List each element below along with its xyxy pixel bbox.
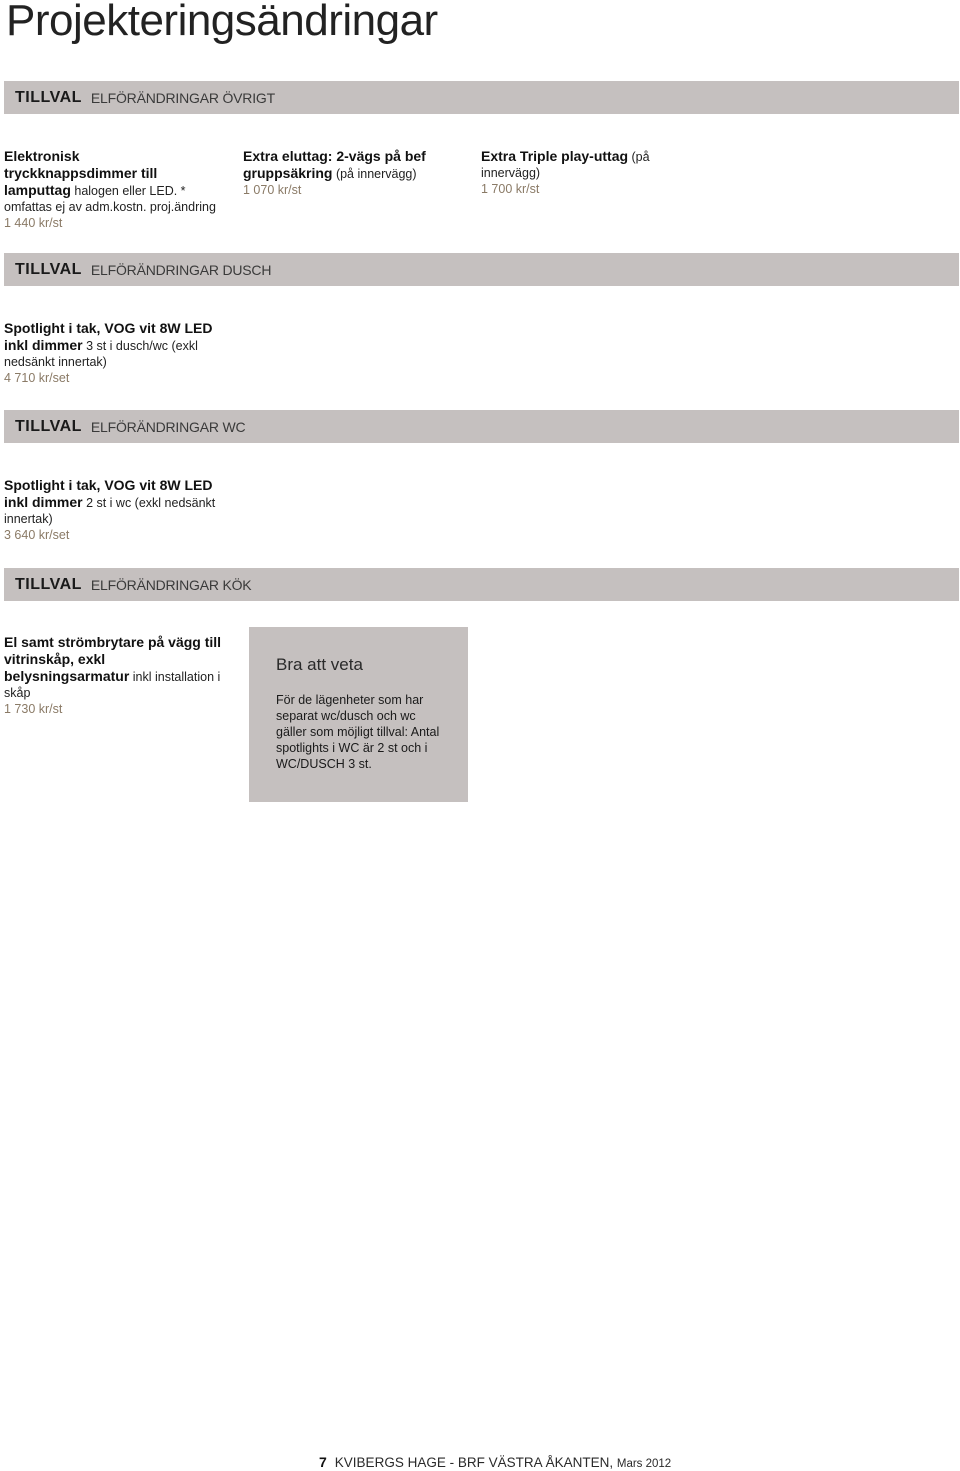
option-name: Elektronisk tryckknappsdimmer till lamputtag [4,148,158,198]
section-tag: TILLVAL [15,260,82,278]
section-label: ELFÖRÄNDRINGAR WC [90,418,246,435]
section-header-wc [4,410,959,443]
option-price: 1 440 kr/st [4,216,63,230]
info-box-text: För de lägenheter som har separat wc/dusch och wc gäller som möjligt tillval: Antal spotlights i WC är 2 st och i WC/DUSCH 3 st. [276,693,440,771]
option-detail: 2 st i wc (exkl nedsänkt innertak) [4,496,216,526]
section-tag: TILLVAL [15,88,82,106]
option-detail: (på innervägg) [481,150,650,180]
section-tag: TILLVAL [15,575,82,593]
info-box-title: Bra att veta [276,655,363,674]
option-name: Spotlight i tak, VOG vit 8W LED inkl dimmer [4,477,213,510]
option-name: El samt strömbrytare på vägg till vitrinskåp, exkl belysningsarmatur [4,634,222,684]
option-price: 1 070 kr/st [243,183,302,197]
page-number: 7 [319,1454,327,1470]
option-price: 1 730 kr/st [4,702,63,716]
option-name: Extra Triple play-uttag [481,148,629,164]
info-box [249,627,468,802]
footer-project: KVIBERGS HAGE - BRF VÄSTRA ÅKANTEN, [334,1455,614,1470]
page-title: Projekteringsändringar [6,0,438,45]
option-detail: (på innervägg) [332,167,417,181]
option-price: 3 640 kr/set [4,528,70,542]
option-item-vitrinskap [4,634,226,717]
section-label: ELFÖRÄNDRINGAR KÖK [90,576,252,593]
option-detail: 3 st i dusch/wc (exkl nedsänkt innertak) [4,339,198,369]
section-label: ELFÖRÄNDRINGAR DUSCH [90,261,272,278]
section-label: ELFÖRÄNDRINGAR ÖVRIGT [90,89,275,106]
option-name: Extra eluttag: 2-vägs på bef gruppsäkring [243,148,426,181]
option-item-triple-play [481,148,693,197]
option-item-spotlight-wc [4,477,216,543]
option-name: Spotlight i tak, VOG vit 8W LED inkl dimmer [4,320,213,353]
option-detail: inkl installation i skåp [4,670,221,700]
option-item-dimmer [4,148,216,231]
option-price: 4 710 kr/set [4,371,70,385]
option-item-spotlight-dusch [4,320,216,386]
section-header-ovrigt [4,81,959,114]
page-footer [319,1454,671,1470]
option-detail: halogen eller LED. * omfattas ej av adm.kostn. proj.ändring [4,184,216,214]
section-header-dusch [4,253,959,286]
section-header-kok [4,568,959,601]
option-item-extra-eluttag [243,148,455,198]
option-price: 1 700 kr/st [481,182,540,196]
footer-date: Mars 2012 [616,1458,672,1470]
section-tag: TILLVAL [15,417,82,435]
